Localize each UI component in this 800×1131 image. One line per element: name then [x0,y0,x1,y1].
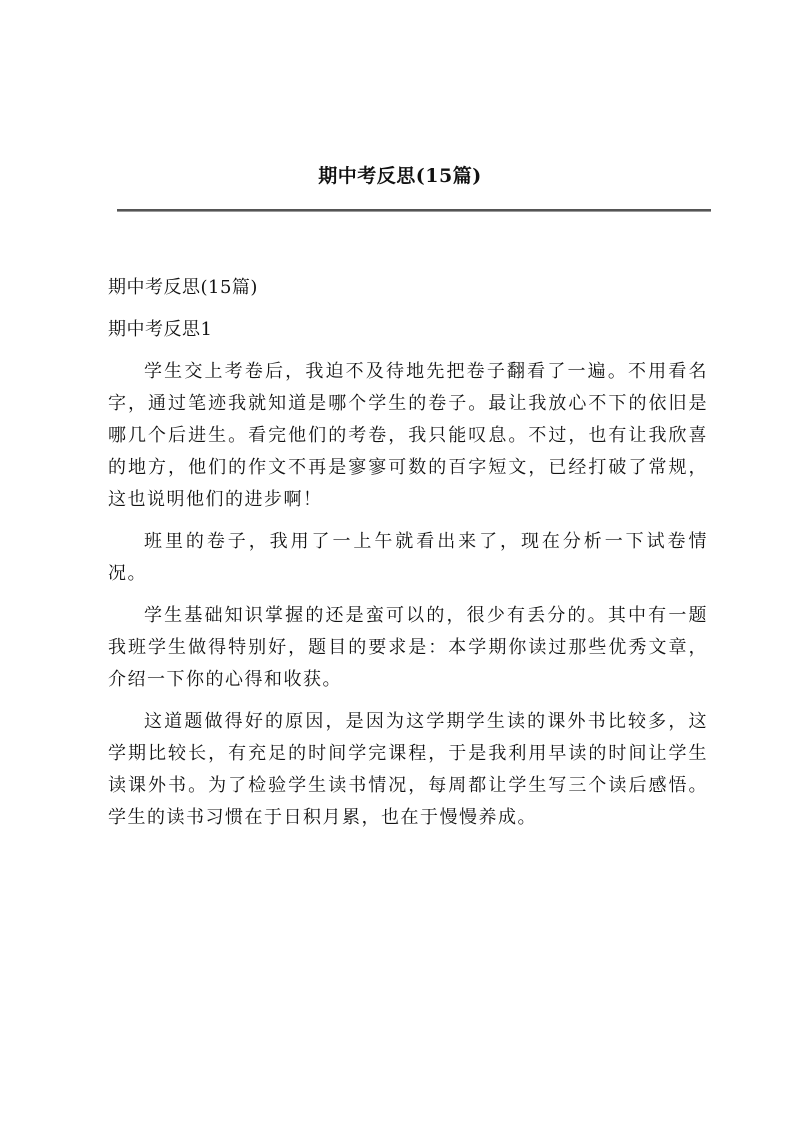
document-title: 期中考反思(15篇) [318,165,482,187]
paragraph-1: 学生交上考卷后，我迫不及待地先把卷子翻看了一遍。不用看名字，通过笔迹我就知道是哪个学生的卷子。最让我放心不下的依旧是哪几个后进生。看完他们的考卷，我只能叹息。不过，也有让我欣喜的地方，他们的作文不再是寥寥可数的百字短文，已经打破了常规，这也说明他们的进步啊！ [108,361,708,510]
paragraph-2: 班里的卷子，我用了一上午就看出来了，现在分析一下试卷情况。 [108,531,708,584]
section-heading: 期中考反思1 [108,319,213,340]
paragraph-4: 这道题做得好的原因，是因为这学期学生读的课外书比较多，这学期比较长，有充足的时间学完课程，于是我利用早读的时间让学生读课外书。为了检验学生读书情况，每周都让学生写三个读后感悟。学生的读书习惯在于日积月累，也在于慢慢养成。 [108,711,708,828]
paragraph-3: 学生基础知识掌握的还是蛮可以的，很少有丢分的。其中有一题我班学生做得特别好，题目的要求是：本学期你读过那些优秀文章，介绍一下你的心得和收获。 [108,605,708,690]
document-body [108,272,708,844]
body-subtitle: 期中考反思(15篇) [108,277,258,298]
title-divider [117,209,711,212]
